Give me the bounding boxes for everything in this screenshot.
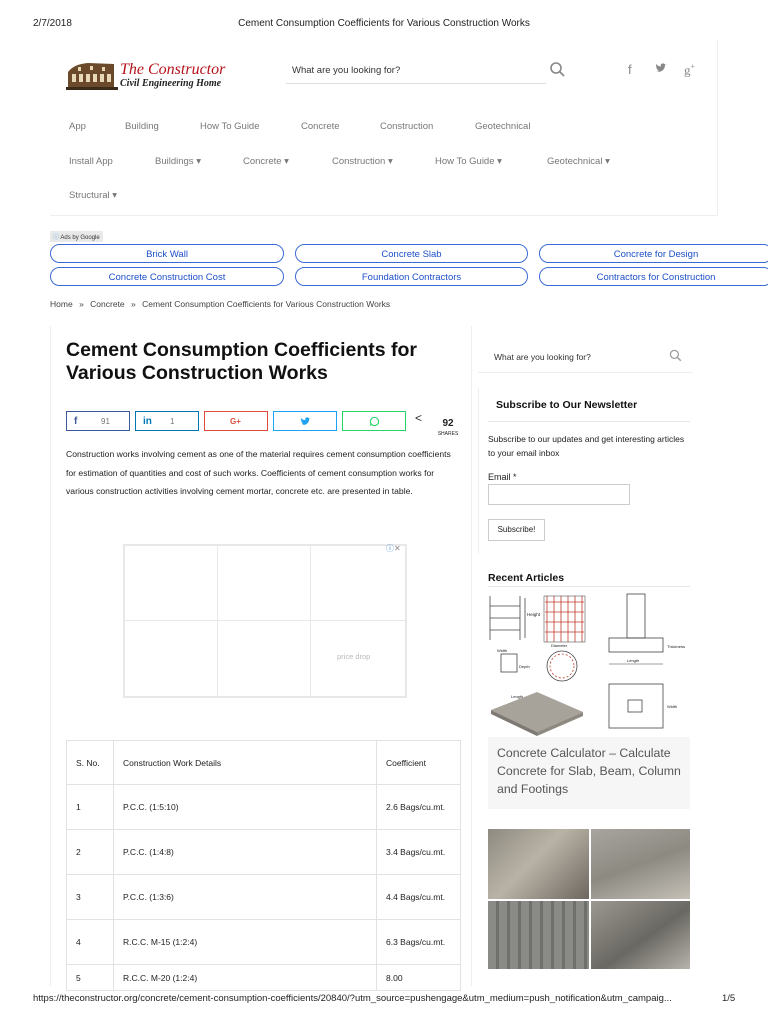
header-right-border [717, 40, 718, 216]
print-title: Cement Consumption Coefficients for Various Construction Works [238, 18, 530, 29]
diagram-label: Width [497, 648, 508, 653]
diagram-label: Depth [519, 664, 530, 669]
nav-how-to-guide[interactable]: How To Guide [200, 121, 260, 132]
article-title: Cement Consumption Coefficients for Various Construction Works [66, 339, 418, 384]
ad-link-brick-wall[interactable]: Brick Wall [50, 244, 284, 263]
ad-link-contractors-for-construction[interactable]: Contractors for Construction [539, 267, 768, 286]
ad-link-concrete-slab[interactable]: Concrete Slab [295, 244, 528, 263]
nav-building[interactable]: Building [125, 121, 159, 132]
subscribe-button[interactable]: Subscribe! [488, 519, 545, 541]
ads-by-google-badge[interactable] [50, 231, 103, 242]
nav-geotechnical[interactable]: Geotechnical [475, 121, 531, 132]
nav-how-to-guide-menu[interactable]: How To Guide ▾ [435, 156, 502, 167]
site-logo[interactable] [66, 58, 266, 92]
share-linkedin-button[interactable] [135, 411, 199, 431]
nav-concrete[interactable]: Concrete [301, 121, 340, 132]
table-cell: 4.4 Bags/cu.mt. [377, 875, 461, 920]
recent-article-photo[interactable] [488, 829, 690, 969]
header-divider [50, 215, 718, 216]
whatsapp-icon [369, 416, 380, 427]
share-google-plus-button[interactable] [204, 411, 268, 431]
table-cell: P.C.C. (1:4:8) [114, 830, 377, 875]
nav-concrete-menu[interactable]: Concrete ▾ [243, 156, 289, 167]
facebook-icon[interactable]: f [628, 62, 632, 77]
table-cell: 5 [67, 965, 114, 991]
logo-title: The Constructor [120, 61, 226, 78]
search-icon[interactable] [548, 60, 568, 80]
table-header-cell: S. No. [67, 741, 114, 785]
concrete-blocks-photo [488, 901, 589, 969]
sidebar-search-placeholder: What are you looking for? [494, 352, 591, 362]
share-icon[interactable]: < [415, 411, 423, 425]
table-cell: 4 [67, 920, 114, 965]
breadcrumb-separator: » [131, 299, 136, 309]
ad-cell [310, 545, 406, 621]
facebook-icon: f [74, 416, 78, 427]
recent-articles-title: Recent Articles [488, 572, 565, 584]
nav-geotechnical-menu[interactable]: Geotechnical ▾ [547, 156, 610, 167]
table-cell: 2.6 Bags/cu.mt. [377, 785, 461, 830]
nav-install-app[interactable]: Install App [69, 156, 113, 167]
facebook-share-count: 91 [101, 417, 110, 426]
nav-construction[interactable]: Construction [380, 121, 434, 132]
adchoices-icon[interactable]: ⓘ✕ [386, 544, 401, 553]
newsletter-title: Subscribe to Our Newsletter [496, 399, 638, 411]
ad-cell [124, 545, 218, 621]
print-page-number: 1/5 [722, 993, 736, 1004]
newsletter-divider [488, 421, 690, 422]
recent-articles-divider [488, 586, 690, 587]
linkedin-icon: in [143, 416, 152, 427]
print-date: 2/7/2018 [33, 18, 72, 29]
ad-link-foundation-contractors[interactable]: Foundation Contractors [295, 267, 528, 286]
table-cell: P.C.C. (1:3:6) [114, 875, 377, 920]
recent-article-title[interactable]: Concrete Calculator – Calculate Concrete for Slab, Beam, Column and Footings [497, 746, 681, 796]
share-facebook-button[interactable] [66, 411, 130, 431]
coefficients-table [66, 740, 461, 991]
ad-link-concrete-for-design[interactable]: Concrete for Design [539, 244, 768, 263]
concrete-calculator-image[interactable] [487, 592, 693, 736]
total-shares-label: SHARES [437, 431, 459, 437]
concrete-photo [591, 829, 690, 899]
table-cell: 3 [67, 875, 114, 920]
total-shares-count: 92 [442, 418, 454, 429]
ads-label: Ads by Google [60, 235, 100, 241]
nav-construction-menu[interactable]: Construction ▾ [332, 156, 393, 167]
table-header-cell: Construction Work Details [114, 741, 377, 785]
header-search-input[interactable] [286, 57, 546, 84]
diagram-label: Width [667, 704, 678, 709]
breadcrumb-concrete[interactable]: Concrete [90, 299, 125, 309]
table-cell: 8.00 [377, 965, 461, 991]
table-cell: R.C.C. M-20 (1:2:4) [114, 965, 377, 991]
table-cell: 6.3 Bags/cu.mt. [377, 920, 461, 965]
breadcrumb-home[interactable]: Home [50, 299, 73, 309]
email-label: Email * [488, 472, 517, 482]
share-whatsapp-button[interactable] [342, 411, 406, 431]
table-row [67, 785, 461, 830]
ad-placeholder[interactable] [123, 544, 407, 698]
email-field[interactable] [488, 484, 630, 505]
info-icon: ⓘ [53, 235, 60, 241]
table-row [67, 965, 461, 991]
diagram-label: Diameter [551, 643, 568, 648]
google-plus-icon[interactable]: g+ [684, 62, 696, 78]
table-cell: 3.4 Bags/cu.mt. [377, 830, 461, 875]
ad-link-concrete-construction-cost[interactable]: Concrete Construction Cost [50, 267, 284, 286]
logo-subtitle: Civil Engineering Home [120, 78, 222, 89]
ad-cell [217, 545, 311, 621]
breadcrumb-current: Cement Consumption Coefficients for Various Construction Works [142, 299, 391, 309]
concrete-photo [488, 829, 589, 899]
linkedin-share-count: 1 [170, 417, 175, 426]
diagram-label: Length [511, 694, 524, 699]
table-header-row [67, 741, 461, 785]
google-plus-icon: G+ [230, 417, 241, 426]
twitter-icon[interactable] [655, 62, 667, 77]
diagram-label: Thickness [667, 644, 686, 649]
ad-caption: price drop [337, 652, 371, 661]
twitter-icon [300, 417, 311, 427]
article-intro: Construction works involving cement as one of the material requires cement consumption coefficients for estimation of quantities and cost of such works. Coefficients of cement consumption works for various construction activities involving cement mortar, concrete etc. are presented in table. [66, 449, 451, 497]
colosseum-icon [66, 58, 118, 92]
print-url: https://theconstructor.org/concrete/cement-consumption-coefficients/20840/?utm_source=pushengage&utm_medium=push_notification&utm_campaig... [33, 993, 672, 1004]
sidebar-search-input[interactable] [478, 342, 693, 373]
table-row [67, 920, 461, 965]
header-search-placeholder: What are you looking for? [292, 65, 401, 76]
diagram-label: Length [627, 658, 640, 663]
table-cell: R.C.C. M-15 (1:2:4) [114, 920, 377, 965]
table-header-cell: Coefficient [377, 741, 461, 785]
nav-buildings-menu[interactable]: Buildings ▾ [155, 156, 201, 167]
table-cell: P.C.C. (1:5:10) [114, 785, 377, 830]
nav-structural-menu[interactable]: Structural ▾ [69, 190, 118, 201]
table-row [67, 875, 461, 920]
breadcrumb [50, 299, 390, 309]
share-twitter-button[interactable] [273, 411, 337, 431]
diagram-label: Height [527, 612, 541, 617]
table-cell: 2 [67, 830, 114, 875]
total-shares [433, 413, 463, 437]
nav-app[interactable]: App [69, 121, 86, 132]
table-cell: 1 [67, 785, 114, 830]
concrete-photo [591, 901, 690, 969]
table-row [67, 830, 461, 875]
ad-cell [217, 620, 311, 697]
breadcrumb-separator: » [79, 299, 84, 309]
newsletter-text: Subscribe to our updates and get interesting articles to your email inbox [488, 434, 685, 458]
search-icon[interactable] [668, 348, 684, 364]
ad-cell [124, 620, 218, 697]
